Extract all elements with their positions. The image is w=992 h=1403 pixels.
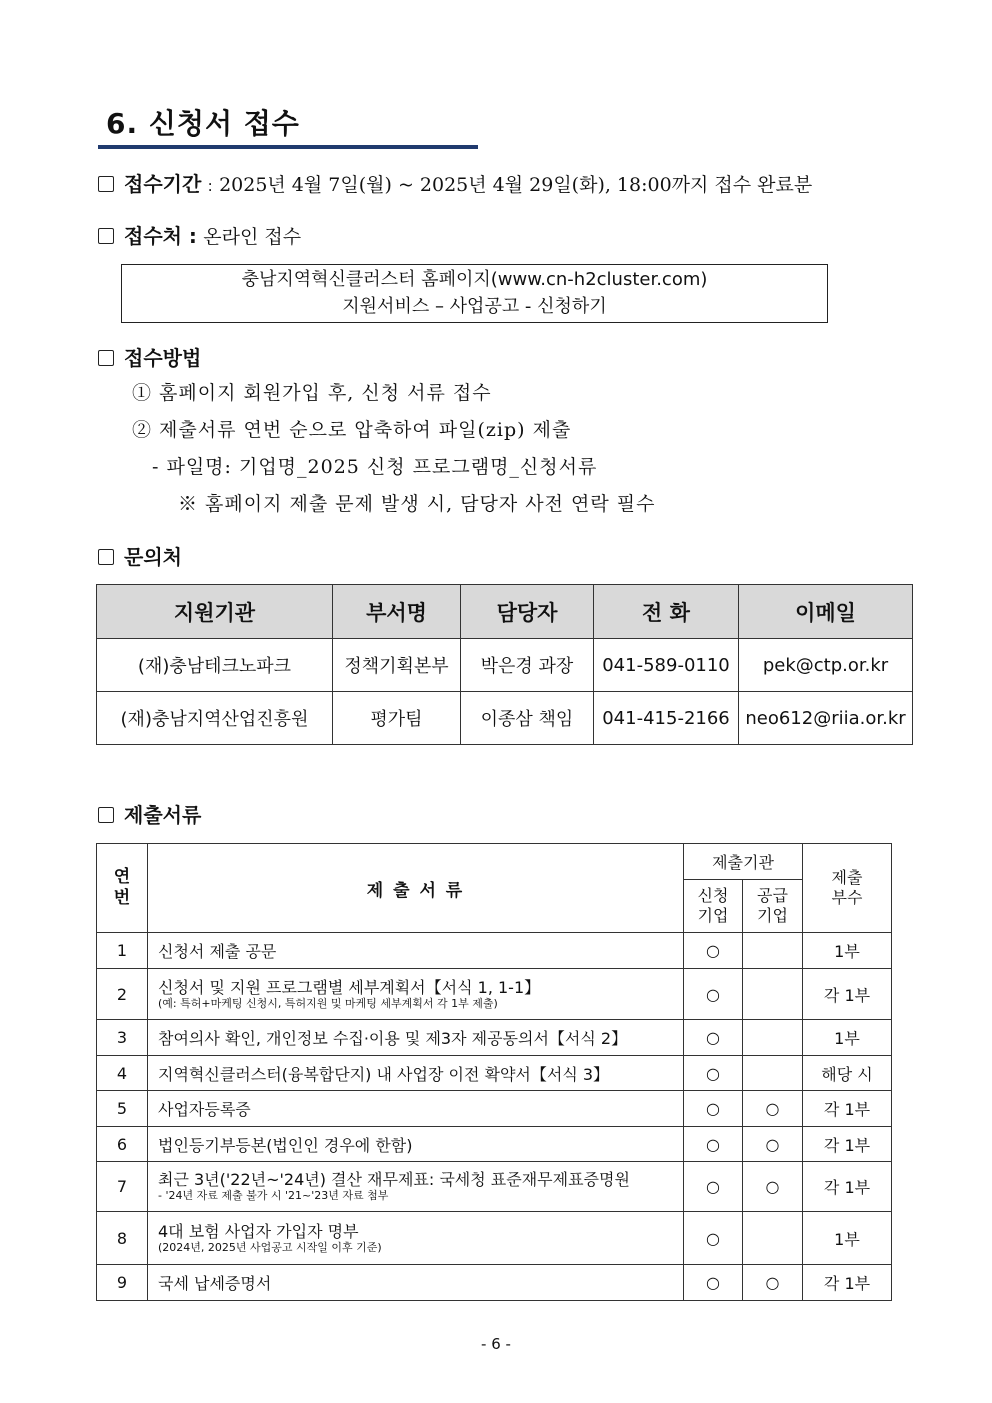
contact-table bbox=[96, 584, 913, 745]
document-cell bbox=[148, 1091, 684, 1127]
col-email: 이메일 bbox=[739, 585, 913, 639]
contact-heading bbox=[98, 541, 182, 570]
reception-place-line bbox=[98, 220, 301, 249]
document-name: 사업자등록증 bbox=[158, 1100, 251, 1119]
page-number: - 6 - bbox=[481, 1335, 511, 1353]
circle-mark-icon: ○ bbox=[706, 1099, 720, 1118]
col-document: 제 출 서 류 bbox=[148, 844, 684, 933]
applicant-mark bbox=[684, 969, 743, 1020]
row-number: 1 bbox=[97, 933, 148, 969]
checkbox-square-icon bbox=[98, 350, 114, 366]
col-submitting-org: 제출기관 bbox=[684, 844, 803, 880]
method-step-1: ① 홈페이지 회원가입 후, 신청 서류 접수 bbox=[132, 382, 492, 404]
col-phone: 전 화 bbox=[594, 585, 739, 639]
copies-cell: 해당 시 bbox=[803, 1056, 892, 1091]
circle-mark-icon: ○ bbox=[706, 1028, 720, 1047]
method-note: ※ 홈페이지 제출 문제 발생 시, 담당자 사전 연락 필수 bbox=[178, 493, 656, 515]
reception-period-text: 2025년 4월 7일(월) ~ 2025년 4월 29일(화), 18:00까지 접수 완료분 bbox=[219, 174, 813, 196]
documents-header-row bbox=[97, 844, 892, 880]
contact-dept: 정책기획본부 bbox=[333, 639, 461, 692]
checkbox-square-icon bbox=[98, 176, 114, 192]
document-cell bbox=[148, 1020, 684, 1056]
document-cell bbox=[148, 1127, 684, 1162]
document-name: 신청서 제출 공문 bbox=[158, 942, 277, 961]
document-note: (2024년, 2025년 사업공고 시작일 이후 기준) bbox=[158, 1240, 382, 1254]
reception-period-label: 접수기간 bbox=[124, 172, 202, 196]
circle-mark-icon: ○ bbox=[706, 1134, 720, 1154]
table-row bbox=[97, 1265, 892, 1301]
contact-person: 박은경 과장 bbox=[461, 639, 594, 692]
circle-mark-icon: ○ bbox=[706, 1063, 720, 1083]
supplier-mark bbox=[743, 1056, 803, 1091]
document-name: 최근 3년('22년~'24년) 결산 재무제표: 국세청 표준재무제표증명원 bbox=[158, 1170, 630, 1189]
table-row bbox=[97, 639, 913, 692]
circle-mark-icon: ○ bbox=[706, 1228, 720, 1248]
supplier-mark bbox=[743, 1091, 803, 1127]
row-number: 3 bbox=[97, 1020, 148, 1056]
document-name: 참여의사 확인, 개인정보 수집·이용 및 제3자 제공동의서【서식 2】 bbox=[158, 1029, 628, 1048]
document-cell bbox=[148, 933, 684, 969]
circle-mark-icon: ○ bbox=[765, 1134, 780, 1154]
homepage-info-box bbox=[121, 264, 828, 323]
copies-cell: 1부 bbox=[803, 1020, 892, 1056]
table-row bbox=[97, 1020, 892, 1056]
contact-dept: 평가팀 bbox=[333, 692, 461, 745]
copies-cell: 각 1부 bbox=[803, 1162, 892, 1212]
copies-cell: 각 1부 bbox=[803, 969, 892, 1020]
table-row bbox=[97, 1127, 892, 1162]
reception-period-line bbox=[98, 168, 812, 197]
documents-table bbox=[96, 843, 892, 1301]
col-org: 지원기관 bbox=[97, 585, 333, 639]
document-note: (예: 특허+마케팅 신청시, 특허지원 및 마케팅 세부계획서 각 1부 제출) bbox=[158, 996, 498, 1010]
document-name: 지역혁신클러스터(융복합단지) 내 사업장 이전 확약서【서식 3】 bbox=[158, 1064, 610, 1084]
row-number: 6 bbox=[97, 1127, 148, 1162]
circle-mark-icon: ○ bbox=[765, 1177, 780, 1196]
supplier-mark bbox=[743, 1162, 803, 1212]
table-row bbox=[97, 1162, 892, 1212]
checkbox-square-icon bbox=[98, 549, 114, 565]
applicant-mark bbox=[684, 1020, 743, 1056]
document-cell bbox=[148, 1265, 684, 1301]
document-cell bbox=[148, 1056, 684, 1091]
circle-mark-icon: ○ bbox=[706, 941, 720, 960]
contact-person: 이종삼 책임 bbox=[461, 692, 594, 745]
supplier-mark bbox=[743, 1212, 803, 1265]
col-person: 담당자 bbox=[461, 585, 594, 639]
document-name: 국세 납세증명서 bbox=[158, 1274, 272, 1293]
checkbox-square-icon bbox=[98, 228, 114, 244]
row-number: 7 bbox=[97, 1162, 148, 1212]
supplier-mark bbox=[743, 933, 803, 969]
copies-cell: 1부 bbox=[803, 1212, 892, 1265]
homepage-url-line: 충남지역혁신클러스터 홈페이지(www.cn-h2cluster.com) bbox=[241, 269, 708, 290]
supplier-mark bbox=[743, 1127, 803, 1162]
applicant-mark bbox=[684, 1127, 743, 1162]
circle-mark-icon: ○ bbox=[706, 1177, 720, 1196]
documents-label: 제출서류 bbox=[124, 803, 202, 827]
supplier-mark bbox=[743, 1265, 803, 1301]
circle-mark-icon: ○ bbox=[706, 984, 720, 1004]
col-supplier: 공급기업 bbox=[743, 880, 803, 933]
reception-method-heading bbox=[98, 342, 201, 371]
reception-method-label: 접수방법 bbox=[124, 346, 202, 370]
copies-cell: 1부 bbox=[803, 933, 892, 969]
table-row bbox=[97, 1212, 892, 1265]
reception-period-separator: : bbox=[207, 177, 213, 195]
applicant-mark bbox=[684, 933, 743, 969]
table-row bbox=[97, 933, 892, 969]
checkbox-square-icon bbox=[98, 807, 114, 823]
table-row bbox=[97, 969, 892, 1020]
section-title: 6. 신청서 접수 bbox=[106, 107, 300, 140]
document-note: - '24년 자료 제출 불가 시 '21~'23년 자료 첨부 bbox=[158, 1189, 389, 1202]
col-applicant: 신청기업 bbox=[684, 880, 743, 933]
copies-cell: 각 1부 bbox=[803, 1127, 892, 1162]
document-cell bbox=[148, 1162, 684, 1212]
row-number: 4 bbox=[97, 1056, 148, 1091]
copies-cell: 각 1부 bbox=[803, 1265, 892, 1301]
row-number: 8 bbox=[97, 1212, 148, 1265]
col-no: 연번 bbox=[97, 844, 148, 933]
applicant-mark bbox=[684, 1212, 743, 1265]
row-number: 5 bbox=[97, 1091, 148, 1127]
contact-phone: 041-415-2166 bbox=[594, 692, 739, 745]
contact-label: 문의처 bbox=[124, 545, 182, 569]
document-cell bbox=[148, 969, 684, 1020]
table-row bbox=[97, 692, 913, 745]
documents-heading bbox=[98, 799, 201, 828]
reception-place-label: 접수처 : bbox=[124, 224, 197, 248]
contact-org: (재)충남테크노파크 bbox=[97, 639, 333, 692]
applicant-mark bbox=[684, 1265, 743, 1301]
reception-place-text: 온라인 접수 bbox=[203, 226, 302, 248]
document-name: 신청서 및 지원 프로그램별 세부계획서【서식 1, 1-1】 bbox=[158, 977, 541, 997]
contact-email: neo612@riia.or.kr bbox=[739, 692, 913, 745]
circle-mark-icon: ○ bbox=[765, 1099, 780, 1118]
contact-phone: 041-589-0110 bbox=[594, 639, 739, 692]
applicant-mark bbox=[684, 1056, 743, 1091]
table-row bbox=[97, 1056, 892, 1091]
copies-cell: 각 1부 bbox=[803, 1091, 892, 1127]
document-cell bbox=[148, 1212, 684, 1265]
method-filename: - 파일명: 기업명_2025 신청 프로그램명_신청서류 bbox=[152, 456, 598, 478]
homepage-path-line: 지원서비스 – 사업공고 - 신청하기 bbox=[342, 296, 607, 317]
col-copies: 제출부수 bbox=[803, 844, 892, 933]
contact-header-row bbox=[97, 585, 913, 639]
contact-org: (재)충남지역산업진흥원 bbox=[97, 692, 333, 745]
applicant-mark bbox=[684, 1162, 743, 1212]
row-number: 9 bbox=[97, 1265, 148, 1301]
method-step-2: ② 제출서류 연번 순으로 압축하여 파일(zip) 제출 bbox=[132, 419, 572, 441]
col-dept: 부서명 bbox=[333, 585, 461, 639]
document-name: 4대 보험 사업자 가입자 명부 bbox=[158, 1221, 359, 1241]
contact-email: pek@ctp.or.kr bbox=[739, 639, 913, 692]
row-number: 2 bbox=[97, 969, 148, 1020]
applicant-mark bbox=[684, 1091, 743, 1127]
circle-mark-icon: ○ bbox=[765, 1273, 780, 1292]
document-name: 법인등기부등본(법인인 경우에 한함) bbox=[158, 1135, 413, 1155]
title-underline bbox=[98, 145, 478, 149]
supplier-mark bbox=[743, 969, 803, 1020]
supplier-mark bbox=[743, 1020, 803, 1056]
circle-mark-icon: ○ bbox=[706, 1273, 720, 1292]
table-row bbox=[97, 1091, 892, 1127]
